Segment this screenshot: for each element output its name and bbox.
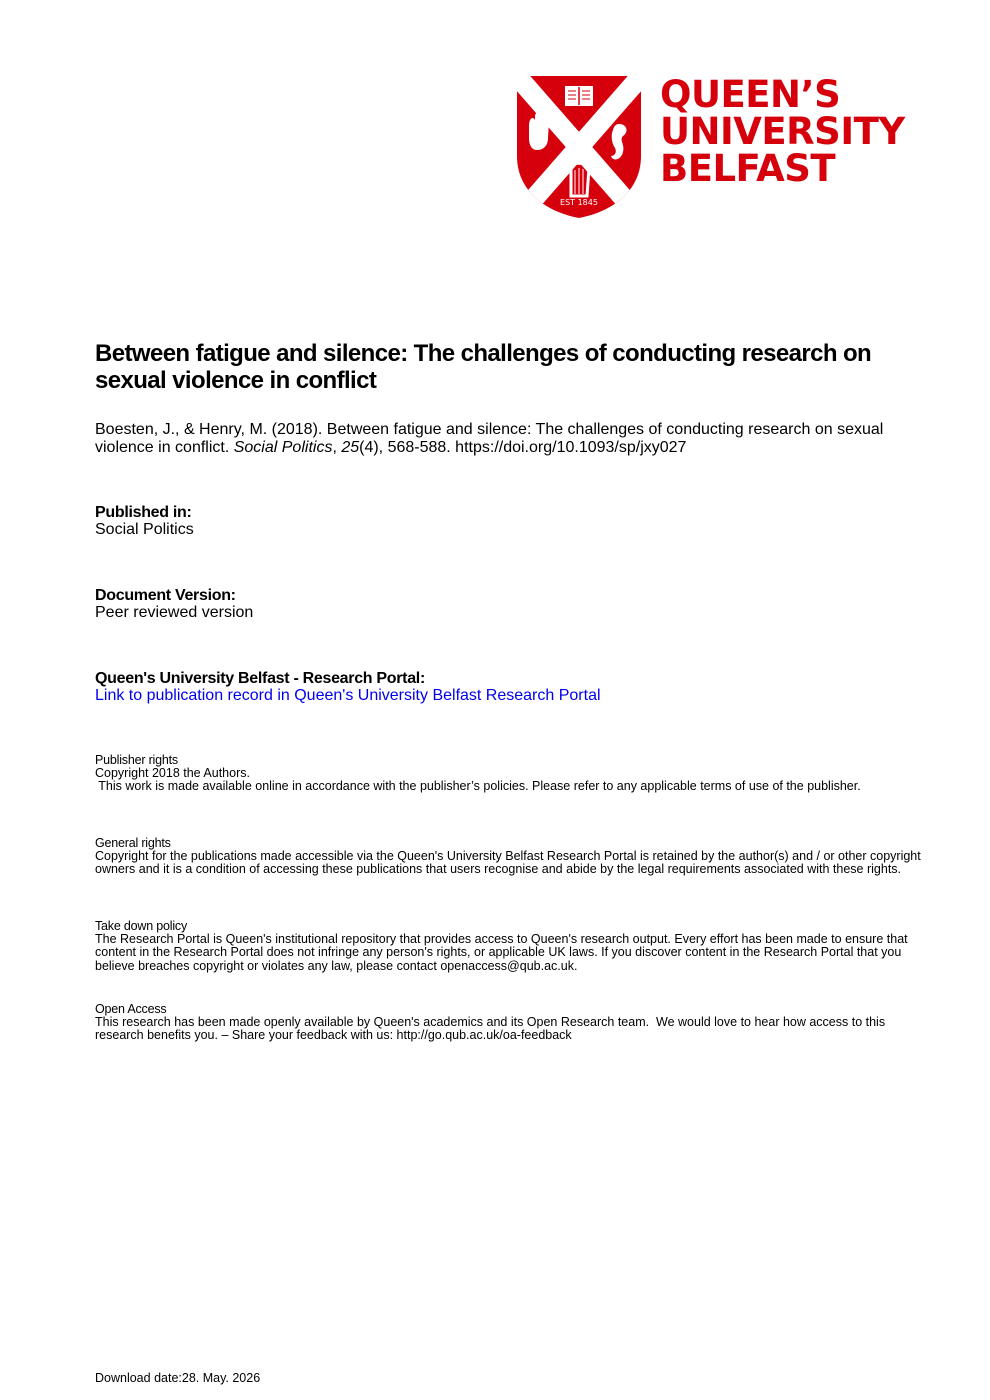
citation-text: Boesten, J., & Henry, M. (2018). Between fatigue and silence: The challenges of conducting research on sexual violence in conflict. <box>95 421 884 456</box>
research-portal-label: Queen's University Belfast - Research Portal: <box>95 670 425 687</box>
citation-journal: Social Politics <box>233 439 333 456</box>
citation-volume: 25 <box>341 439 360 456</box>
wordmark-line-3: BELFAST <box>660 147 836 190</box>
general-rights-text: Copyright for the publications made accessible via the Queen's University Belfast Research Portal is retained by the author(s) and / or other copyright owners and it is a condition of accessing these publications that users recognise and abide by the legal requirements associated with these rights. <box>95 849 921 877</box>
university-wordmark <box>660 73 905 190</box>
research-portal-link[interactable]: Link to publication record in Queen's University Belfast Research Portal <box>95 687 601 704</box>
citation <box>95 421 925 457</box>
publisher-rights-label: Publisher rights <box>95 753 178 767</box>
document-title: Between fatigue and silence: The challenges of conducting research on sexual violence in conflict <box>95 340 872 394</box>
publisher-rights-line-1: Copyright 2018 the Authors. <box>95 766 250 780</box>
general-rights-label: General rights <box>95 836 171 850</box>
university-crest-icon <box>515 74 643 220</box>
wordmark-line-1: QUEEN’S <box>660 73 841 116</box>
take-down-policy-text: The Research Portal is Queen's institutional repository that provides access to Queen's research output. Every effort has been made to ensure that content in the Research Portal does not infringe any person's rights, or applicable UK laws. If you discover content in the Research Portal that you believe breaches copyright or violates any law, please contact openaccess@qub.ac.uk. <box>95 932 908 973</box>
document-version-value: Peer reviewed version <box>95 604 254 621</box>
citation-separator: , <box>332 439 342 456</box>
take-down-policy-label: Take down policy <box>95 919 187 933</box>
published-in-value: Social Politics <box>95 521 194 538</box>
document-version-label: Document Version: <box>95 587 236 604</box>
publisher-rights-line-2: This work is made available online in accordance with the publisher’s policies. Please refer to any applicable terms of use of the publisher. <box>95 779 861 793</box>
established-label: EST 1845 <box>560 198 598 207</box>
open-access-text: This research has been made openly available by Queen's academics and its Open Research team. We would love to hear how access to this research benefits you. – Share your feedback with us: http://go.qub.ac.uk/oa-feedback <box>95 1015 889 1043</box>
published-in-label: Published in: <box>95 504 192 521</box>
wordmark-line-2: UNIVERSITY <box>660 110 905 153</box>
citation-suffix: (4), 568-588. https://doi.org/10.1093/sp/jxy027 <box>359 439 687 456</box>
open-access-label: Open Access <box>95 1002 167 1016</box>
university-logo <box>515 74 915 220</box>
download-date: Download date:28. May. 2026 <box>95 1371 261 1385</box>
